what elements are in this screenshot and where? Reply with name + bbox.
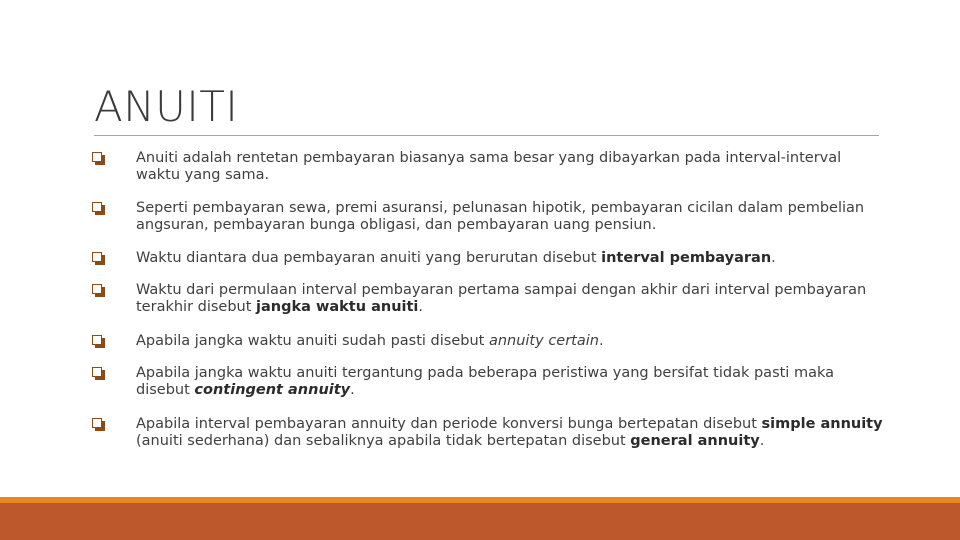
bullet-text: Apabila interval pembayaran annuity dan periode konversi bunga bertepatan disebut simple annuity (anuiti sederhana) dan sebaliknya apabila tidak bertepatan disebut general annuity. bbox=[136, 416, 883, 449]
bold-italic-term: contingent annuity bbox=[194, 382, 351, 398]
footer-band bbox=[0, 503, 960, 540]
checkbox-square-icon bbox=[92, 335, 105, 348]
bold-term: jangka waktu anuiti bbox=[256, 299, 419, 315]
checkbox-square-icon bbox=[92, 202, 105, 215]
slide-title: ANUITI bbox=[94, 82, 239, 131]
checkbox-square-icon bbox=[92, 367, 105, 380]
bullet-text: Waktu diantara dua pembayaran anuiti yang berurutan disebut interval pembayaran. bbox=[136, 250, 776, 266]
bullet-text: Apabila jangka waktu anuiti sudah pasti disebut annuity certain. bbox=[136, 333, 604, 349]
bullet-text: Anuiti adalah rentetan pembayaran biasanya sama besar yang dibayarkan pada interval-interval waktu yang sama. bbox=[136, 150, 842, 183]
checkbox-square-icon bbox=[92, 252, 105, 265]
italic-term: annuity certain bbox=[488, 333, 599, 349]
bold-term: simple annuity bbox=[761, 416, 883, 432]
checkbox-square-icon bbox=[92, 284, 105, 297]
checkbox-square-icon bbox=[92, 418, 105, 431]
bold-term: general annuity bbox=[630, 433, 760, 449]
bold-term: interval pembayaran bbox=[601, 250, 772, 266]
bullet-text: Waktu dari permulaan interval pembayaran pertama sampai dengan akhir dari interval pembayaran terakhir disebut jangka waktu anuiti. bbox=[136, 282, 867, 315]
bullet-text: Seperti pembayaran sewa, premi asuransi, pelunasan hipotik, pembayaran cicilan dalam pembelian angsuran, pembayaran bunga obligasi, dan pembayaran uang pensiun. bbox=[136, 200, 865, 233]
checkbox-square-icon bbox=[92, 152, 105, 165]
bullet-text: Apabila jangka waktu anuiti tergantung pada beberapa peristiwa yang bersifat tidak pasti maka disebut contingent annuity. bbox=[136, 365, 834, 398]
